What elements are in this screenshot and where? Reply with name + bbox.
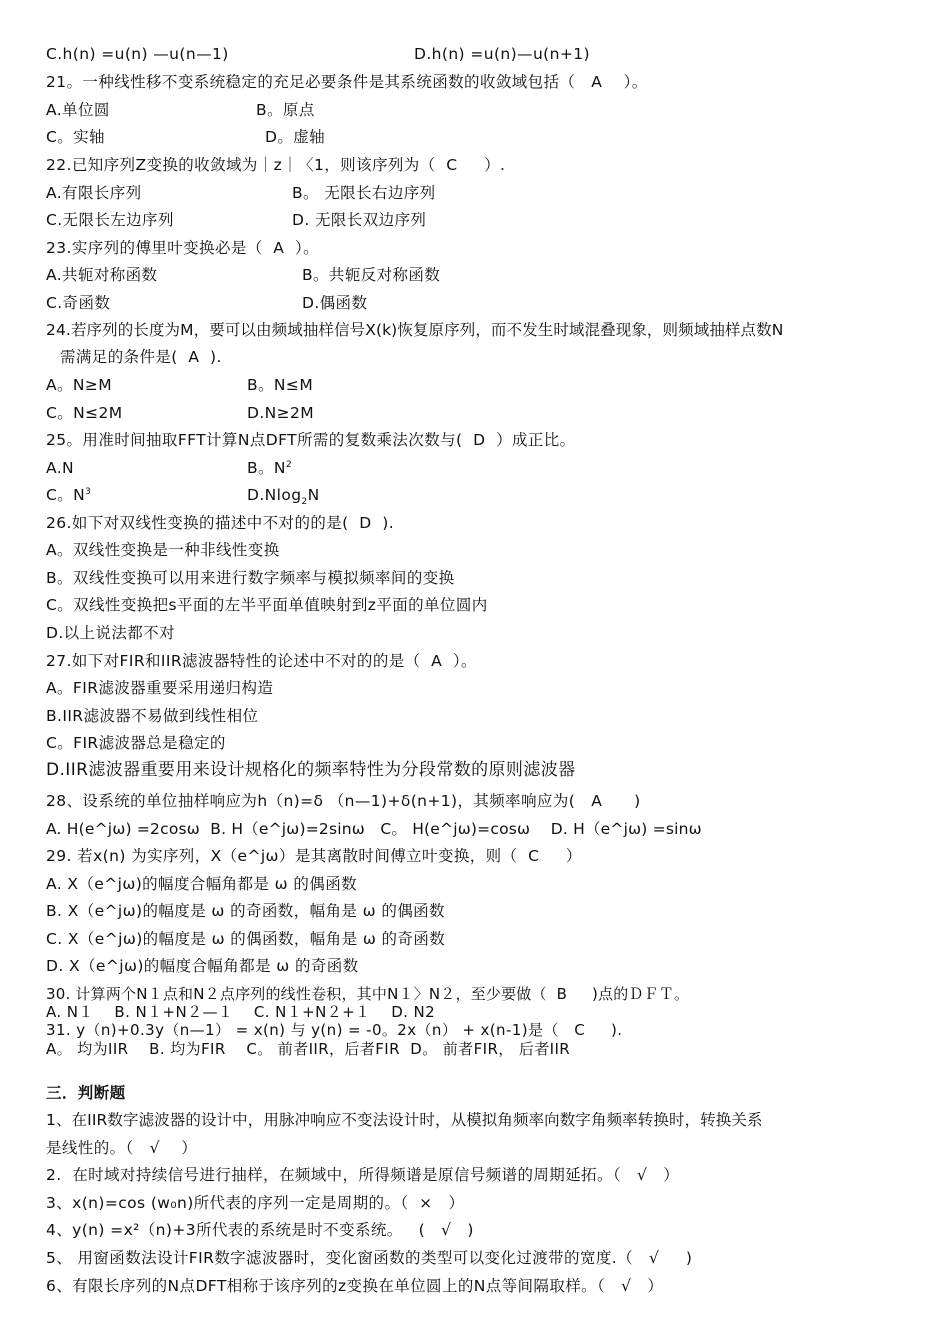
question-23: 23.实序列的傅里叶变换必是（ A ）。 (46, 239, 320, 257)
option-line: A.共轭对称函数 (46, 266, 158, 284)
option-text: B。N (247, 459, 286, 477)
judge-5: 5、 用窗函数法设计FIR数字滤波器时，变化窗函数的类型可以变化过渡带的宽度.（ √ ) (46, 1249, 693, 1267)
option-line: B.IIR滤波器不易做到线性相位 (46, 707, 259, 725)
judge-4: 4、y(n) =x²（n)+3所代表的系统是时不变系统。 ( √ ) (46, 1221, 474, 1239)
option-line: A。双线性变换是一种非线性变换 (46, 541, 280, 559)
question-24: 24.若序列的长度为M，要可以由频域抽样信号X(k)恢复原序列，而不发生时域混叠现象，则频域抽样点数N (46, 321, 784, 339)
option-line: D.以上说法都不对 (46, 624, 175, 642)
question-24-cont: 需满足的条件是( A ). (60, 348, 222, 366)
option-line: A。FIR滤波器重要采用递归构造 (46, 679, 274, 697)
superscript: 3 (85, 486, 92, 497)
judge-6: 6、有限长序列的N点DFT相称于该序列的z变换在单位圆上的N点等间隔取样。（ √ ） (46, 1277, 664, 1295)
judge-3: 3、x(n)=cos (w₀n)所代表的序列一定是周期的。（ × ） (46, 1194, 465, 1212)
option-text: D.Nlog (247, 486, 302, 504)
question-28: 28、设系统的单位抽样响应为h（n)=δ （n—1)+δ(n+1)，其频率响应为( A ) (46, 792, 641, 810)
question-29: 29. 若x(n) 为实序列，X（e^jω）是其离散时间傅立叶变换，则（ C ） (46, 847, 582, 865)
option-line: B。 无限长右边序列 (292, 184, 436, 202)
option-line: A. N１ B. N１+N２—１ C. N１+N２+１ D. N2 (46, 1003, 436, 1021)
option-line: D.N≥2M (247, 404, 315, 422)
judge-1: 1、在IIR数字滤波器的设计中，用脉冲响应不变法设计时，从模拟角频率向数字角频率转换时，转换关系 (46, 1111, 763, 1129)
option-line: D. X（e^jω)的幅度合幅角都是 ω 的奇函数 (46, 957, 359, 975)
option-line: B。原点 (256, 101, 315, 119)
option-line: A.N (46, 459, 75, 477)
question-26: 26.如下对双线性变换的描述中不对的的是( D ). (46, 514, 395, 532)
option-line: A。 均为IIR B. 均为FIR C。 前者IIR，后者FIR D。 前者FIR， 后者IIR (46, 1040, 571, 1058)
option-line: B。共轭反对称函数 (302, 266, 441, 284)
option-line (46, 485, 91, 505)
question-21: 21。一种线性移不变系统稳定的充足必要条件是其系统函数的收敛域包括（ A ）。 (46, 73, 648, 91)
option-line: D.h(n) =u(n)—u(n+1) (414, 45, 590, 63)
option-line: A. X（e^jω)的幅度合幅角都是 ω 的偶函数 (46, 875, 357, 893)
option-line: C。实轴 (46, 128, 105, 146)
superscript: 2 (285, 459, 293, 470)
option-line: D.偶函数 (302, 294, 368, 312)
option-line: B。双线性变换可以用来进行数字频率与模拟频率间的变换 (46, 569, 455, 587)
option-line: C.奇函数 (46, 294, 111, 312)
option-line: A。N≥M (46, 376, 113, 394)
option-line: C. X（e^jω)的幅度是 ω 的偶函数，幅角是 ω 的奇函数 (46, 930, 446, 948)
subscript: 2 (301, 497, 308, 508)
option-line: C。FIR滤波器总是稳定的 (46, 734, 226, 752)
option-line: D.IIR滤波器重要用来设计规格化的频率特性为分段常数的原则滤波器 (46, 760, 576, 780)
option-line: B。N≤M (247, 376, 314, 394)
question-31: 31. y（n)+0.3y（n—1） = x(n) 与 y(n) = -0。2x（n） + x(n-1)是（ C ). (46, 1021, 623, 1039)
option-text: N (307, 486, 320, 504)
option-line: A. H(e^jω) =2cosω B. H（e^jω)=2sinω C。 H(e^jω)=cosω D. H（e^jω) =sinω (46, 820, 702, 838)
judge-1-cont: 是线性的。（ √ ） (46, 1139, 198, 1157)
question-30: 30. 计算两个N１点和N２点序列的线性卷积，其中N１〉N２，至少要做（ B )点的ＤＦＴ。 (46, 985, 690, 1003)
option-line: C。双线性变换把s平面的左半平面单值映射到z平面的单位圆内 (46, 596, 488, 614)
option-line: A.单位圆 (46, 101, 110, 119)
judge-2: 2. 在时域对持续信号进行抽样，在频域中，所得频谱是原信号频谱的周期延拓。（ √ ） (46, 1166, 680, 1184)
option-line: C.h(n) =u(n) —u(n—1) (46, 45, 229, 63)
question-22: 22.已知序列Z变换的收敛域为｜z｜〈1，则该序列为（ C ）. (46, 156, 506, 174)
option-line: C.无限长左边序列 (46, 211, 174, 229)
question-27: 27.如下对FIR和IIR滤波器特性的论述中不对的的是（ A ）。 (46, 652, 477, 670)
question-25: 25。用准时间抽取FFT计算N点DFT所需的复数乘法次数与( D ）成正比。 (46, 431, 576, 449)
option-text: C。N (46, 486, 86, 504)
option-line: A.有限长序列 (46, 184, 142, 202)
option-line: B. X（e^jω)的幅度是 ω 的奇函数，幅角是 ω 的偶函数 (46, 902, 445, 920)
option-line (247, 458, 292, 478)
section-heading: 三．判断题 (46, 1084, 126, 1102)
option-line (247, 485, 320, 508)
option-line: C。N≤2M (46, 404, 123, 422)
option-line: D。虚轴 (265, 128, 326, 146)
option-line: D. 无限长双边序列 (292, 211, 427, 229)
